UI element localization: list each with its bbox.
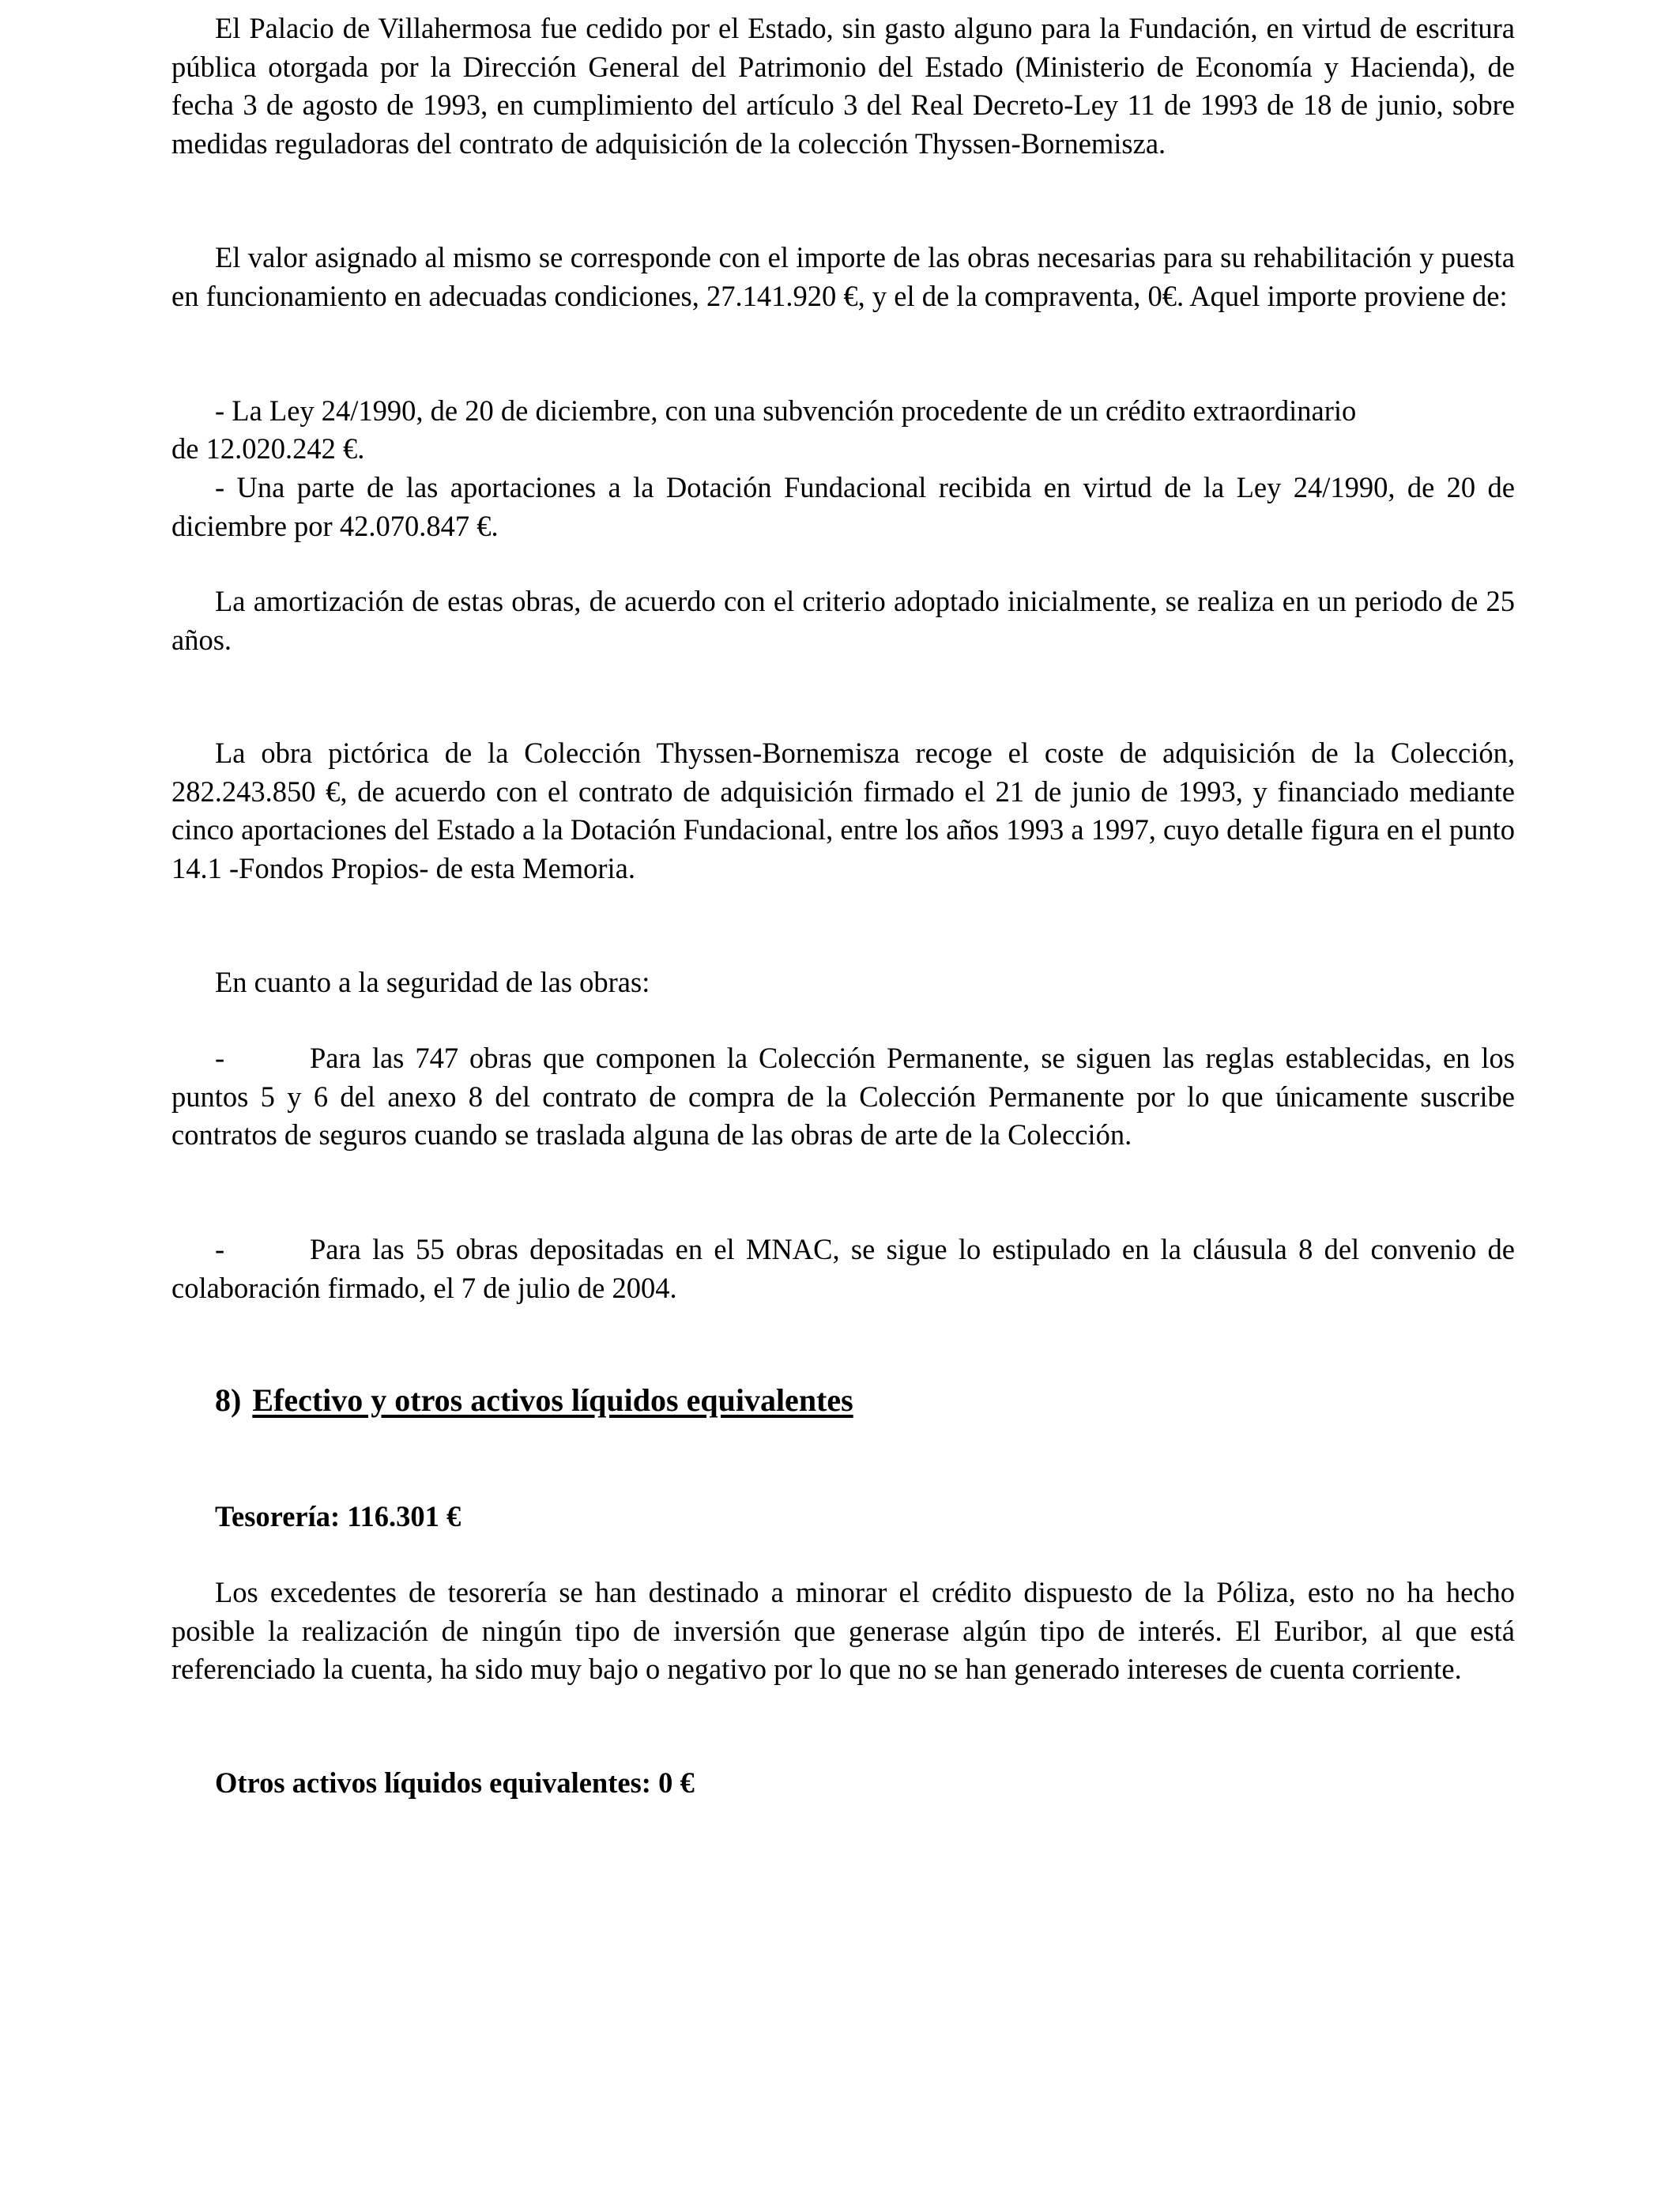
section-title: Efectivo y otros activos líquidos equivalentes bbox=[252, 1382, 853, 1418]
paragraph-ley-line1: - La Ley 24/1990, de 20 de diciembre, con una subvención procedente de un crédito extraordinario bbox=[215, 394, 1357, 427]
tesoreria-label: Tesorería: 116.301 € bbox=[215, 1500, 461, 1532]
paragraph-palacio: El Palacio de Villahermosa fue cedido por el Estado, sin gasto alguno para la Fundación, en virtud de escritura pública otorgada por la Dirección General del Patrimonio del Estado (Ministerio de Economía y Hacienda), de fecha 3 de agosto de 1993, en cumplimiento del artículo 3 del Real Decreto-Ley 11 de 1993 de 18 de junio, sobre medidas reguladoras del contrato de adquisición de la colección Thyssen-Bornemisza. bbox=[171, 12, 1515, 160]
section-heading bbox=[215, 1381, 853, 1420]
paragraph-tesoreria: Los excedentes de tesorería se han destinado a minorar el crédito dispuesto de la Póliza, esto no ha hecho posible la realización de ningún tipo de inversión que generase algún tipo de interés. El Euribor, al que está referenciado la cuenta, ha sido muy bajo o negativo por lo que no se han generado intereses de cuenta corriente. bbox=[171, 1576, 1515, 1685]
paragraph-mnac bbox=[171, 1231, 1515, 1307]
section-number: 8) bbox=[215, 1382, 242, 1418]
list-dash: - bbox=[215, 1042, 225, 1074]
paragraph-amortizacion: La amortización de estas obras, de acuerdo con el criterio adoptado inicialmente, se realiza en un periodo de 25 años. bbox=[171, 585, 1515, 656]
paragraph-mnac-text: Para las 55 obras depositadas en el MNAC, se sigue lo estipulado en la cláusula 8 del convenio de colaboración firmado, el 7 de julio de 2004. bbox=[171, 1233, 1515, 1304]
paragraph-coleccion-permanente-text: Para las 747 obras que componen la Colección Permanente, se siguen las reglas establecidas, en los puntos 5 y 6 del anexo 8 del contrato de compra de la Colección Permanente por lo que únicamente suscribe contratos de seguros cuando se traslada alguna de las obras de arte de la Colección. bbox=[171, 1042, 1515, 1151]
paragraph-aportaciones: - Una parte de las aportaciones a la Dotación Fundacional recibida en virtud de la Ley 24/1990, de 20 de diciembre por 42.070.847 €. bbox=[171, 471, 1515, 542]
paragraph-ley-line2: de 12.020.242 €. bbox=[171, 432, 365, 465]
paragraph-seguridad: En cuanto a la seguridad de las obras: bbox=[215, 966, 650, 998]
list-dash: - bbox=[215, 1233, 225, 1265]
otros-activos-label: Otros activos líquidos equivalentes: 0 € bbox=[215, 1766, 695, 1799]
paragraph-coleccion-permanente bbox=[171, 1039, 1515, 1155]
paragraph-valor: El valor asignado al mismo se corresponde con el importe de las obras necesarias para su rehabilitación y puesta en funcionamiento en adecuadas condiciones, 27.141.920 €, y el de la compraventa, 0€. Aquel importe proviene de: bbox=[171, 241, 1515, 312]
paragraph-obra-pictorica: La obra pictórica de la Colección Thyssen-Bornemisza recoge el coste de adquisición de la Colección, 282.243.850 €, de acuerdo con el contrato de adquisición firmado el 21 de junio de 1993, y financiado mediante cinco aportaciones del Estado a la Dotación Fundacional, entre los años 1993 a 1997, cuyo detalle figura en el punto 14.1 -Fondos Propios- de esta Memoria. bbox=[171, 737, 1515, 884]
